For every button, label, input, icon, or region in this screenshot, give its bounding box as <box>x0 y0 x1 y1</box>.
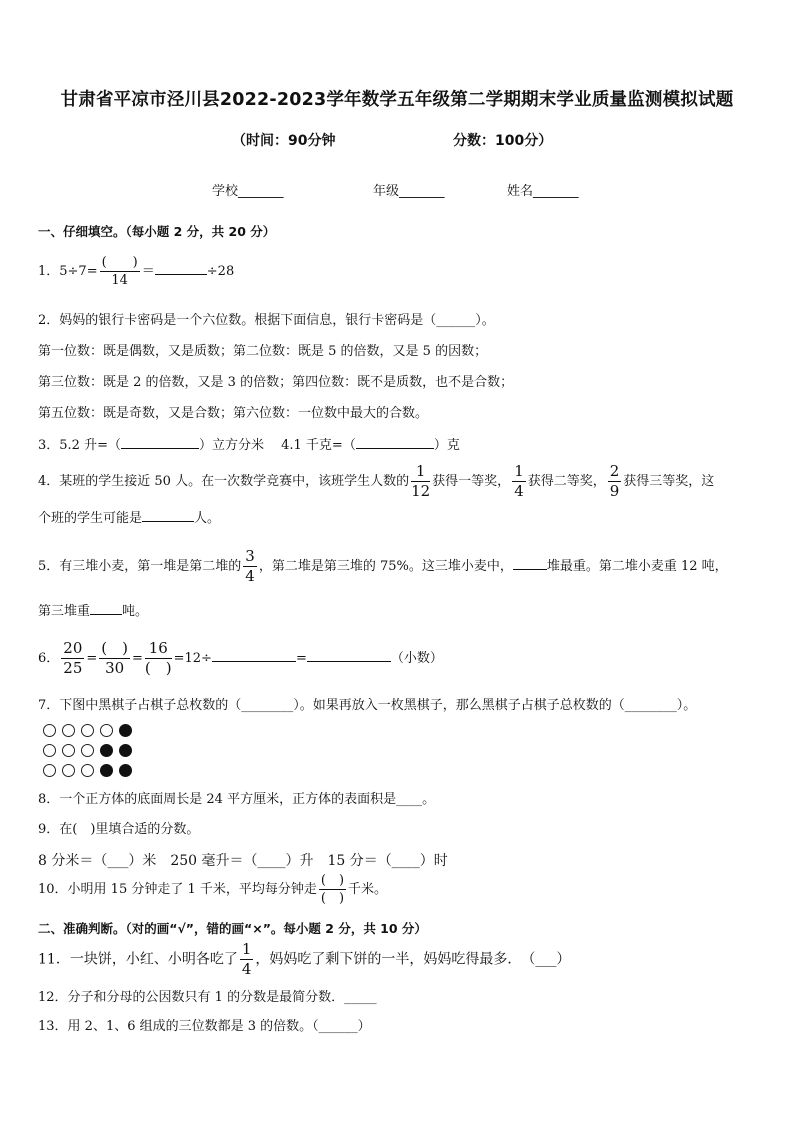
white-piece <box>62 724 75 737</box>
white-piece <box>81 764 94 777</box>
answer-blank[interactable] <box>356 435 434 449</box>
chess-row <box>43 724 138 744</box>
white-piece <box>81 744 94 757</box>
black-piece <box>100 744 113 757</box>
black-piece <box>119 724 132 737</box>
grade-field: 年级_______ <box>373 184 445 199</box>
white-piece <box>43 724 56 737</box>
question-5-cont: 第三堆重 吨。 <box>38 601 148 622</box>
fraction: $\frac{2}{9}$ <box>609 462 620 500</box>
white-piece <box>100 724 113 737</box>
fraction: $\frac{1}{4}$ <box>514 462 524 500</box>
question-1: 1．5÷7= $\frac{( )}{14}$ ＝ ÷28 <box>38 255 235 288</box>
question-7: 7．下图中黑棋子占棋子总枚数的（________）。如果再放入一枚黑棋子，那么黑棋子占棋子总枚数的（________）。 <box>38 698 697 713</box>
page-title: 甘肃省平凉市泾川县2022-2023学年数学五年级第二学期期末学业质量监测模拟试题 <box>60 90 734 110</box>
section-2-heading: 二、准确判断。（对的画“√”，错的画“×”。每小题 2 分，共 10 分） <box>38 921 427 936</box>
black-piece <box>119 764 132 777</box>
question-4: 4．某班的学生接近 50 人。在一次数学竞赛中，该班学生人数的 $\frac{1}{12}$ 获得一等奖， $\frac{1}{4}$ 获得二等奖， $\frac{2}{9}$ 获得三等奖，这 <box>38 462 715 500</box>
question-5: 5．有三堆小麦，第一堆是第二堆的 $\frac{3}{4}$ ，第二堆是第三堆的 75%。这三堆小麦中， 堆最重。第二堆小麦重 12 吨， <box>38 547 728 585</box>
white-piece <box>62 744 75 757</box>
fraction: $\frac{1}{12}$ <box>411 462 431 500</box>
question-9-items: 8 分米＝（___）米 250 毫升＝（____）升 15 分＝（____）时 <box>38 853 448 869</box>
question-2: 2．妈妈的银行卡密码是一个六位数。根据下面信息，银行卡密码是（______）。 <box>38 313 495 328</box>
fraction: $\frac{16}{( )}$ <box>144 639 172 677</box>
question-2-clue-3: 第五位数：既是奇数，又是合数；第六位数：一位数中最大的合数。 <box>38 406 429 421</box>
question-12: 12．分子和分母的公因数只有 1 的分数是最简分数．_____ <box>38 990 377 1005</box>
chess-row <box>43 744 138 764</box>
answer-blank[interactable] <box>307 648 391 662</box>
question-8: 8．一个正方体的底面周长是 24 平方厘米，正方体的表面积是____。 <box>38 792 436 807</box>
chess-pieces-figure <box>43 724 138 784</box>
question-9: 9．在( )里填合适的分数。 <box>38 822 200 837</box>
answer-blank[interactable] <box>155 261 207 275</box>
question-11: 11．一块饼，小红、小明各吃了 $\frac{1}{4}$ ，妈妈吃了剩下饼的一半，妈妈吃得最多． （___） <box>38 940 571 978</box>
exam-time: （时间：90分钟 <box>232 133 336 149</box>
answer-blank[interactable] <box>212 648 296 662</box>
answer-blank[interactable] <box>90 601 122 615</box>
question-10: 10．小明用 15 分钟走了 1 千米，平均每分钟走 $\frac{( )}{( )}$ 千米。 <box>38 873 388 906</box>
exam-score: 分数：100分） <box>453 133 553 149</box>
exam-meta <box>0 128 794 152</box>
answer-blank[interactable] <box>513 556 547 570</box>
question-6: 6． $\frac{20}{25}$ = $\frac{( )}{30}$ = $\frac{16}{( )}$ =12÷ = （小数） <box>38 639 443 677</box>
white-piece <box>81 724 94 737</box>
question-3: 3．5.2 升=（ ）立方分米 4.1 千克=（ ）克 <box>38 435 460 456</box>
school-field: 学校_______ <box>212 184 284 199</box>
white-piece <box>43 764 56 777</box>
question-13: 13．用 2、1、6 组成的三位数都是 3 的倍数。（______） <box>38 1019 371 1034</box>
section-1-heading: 一、仔细填空。（每小题 2 分，共 20 分） <box>38 224 276 239</box>
white-piece <box>43 744 56 757</box>
fraction: $\frac{( )}{30}$ <box>101 639 128 677</box>
question-4-cont: 个班的学生可能是 人。 <box>38 508 220 529</box>
question-2-clue-1: 第一位数：既是偶数，又是质数；第二位数：既是 5 的倍数，又是 5 的因数； <box>38 344 488 359</box>
fraction: $\frac{1}{4}$ <box>241 940 252 978</box>
black-piece <box>100 764 113 777</box>
question-2-clue-2: 第三位数：既是 2 的倍数，又是 3 的倍数；第四位数：既不是质数，也不是合数； <box>38 375 514 390</box>
student-info <box>0 180 794 200</box>
fraction: $\frac{( )}{( )}$ <box>320 873 345 906</box>
white-piece <box>62 764 75 777</box>
chess-row <box>43 764 138 784</box>
answer-blank[interactable] <box>121 435 199 449</box>
name-field: 姓名_______ <box>507 184 579 199</box>
black-piece <box>119 744 132 757</box>
answer-blank[interactable] <box>142 508 194 522</box>
fraction: $\frac{3}{4}$ <box>245 547 255 585</box>
fraction: $\frac{20}{25}$ <box>63 639 83 677</box>
fraction: $\frac{( )}{14}$ <box>101 255 138 288</box>
